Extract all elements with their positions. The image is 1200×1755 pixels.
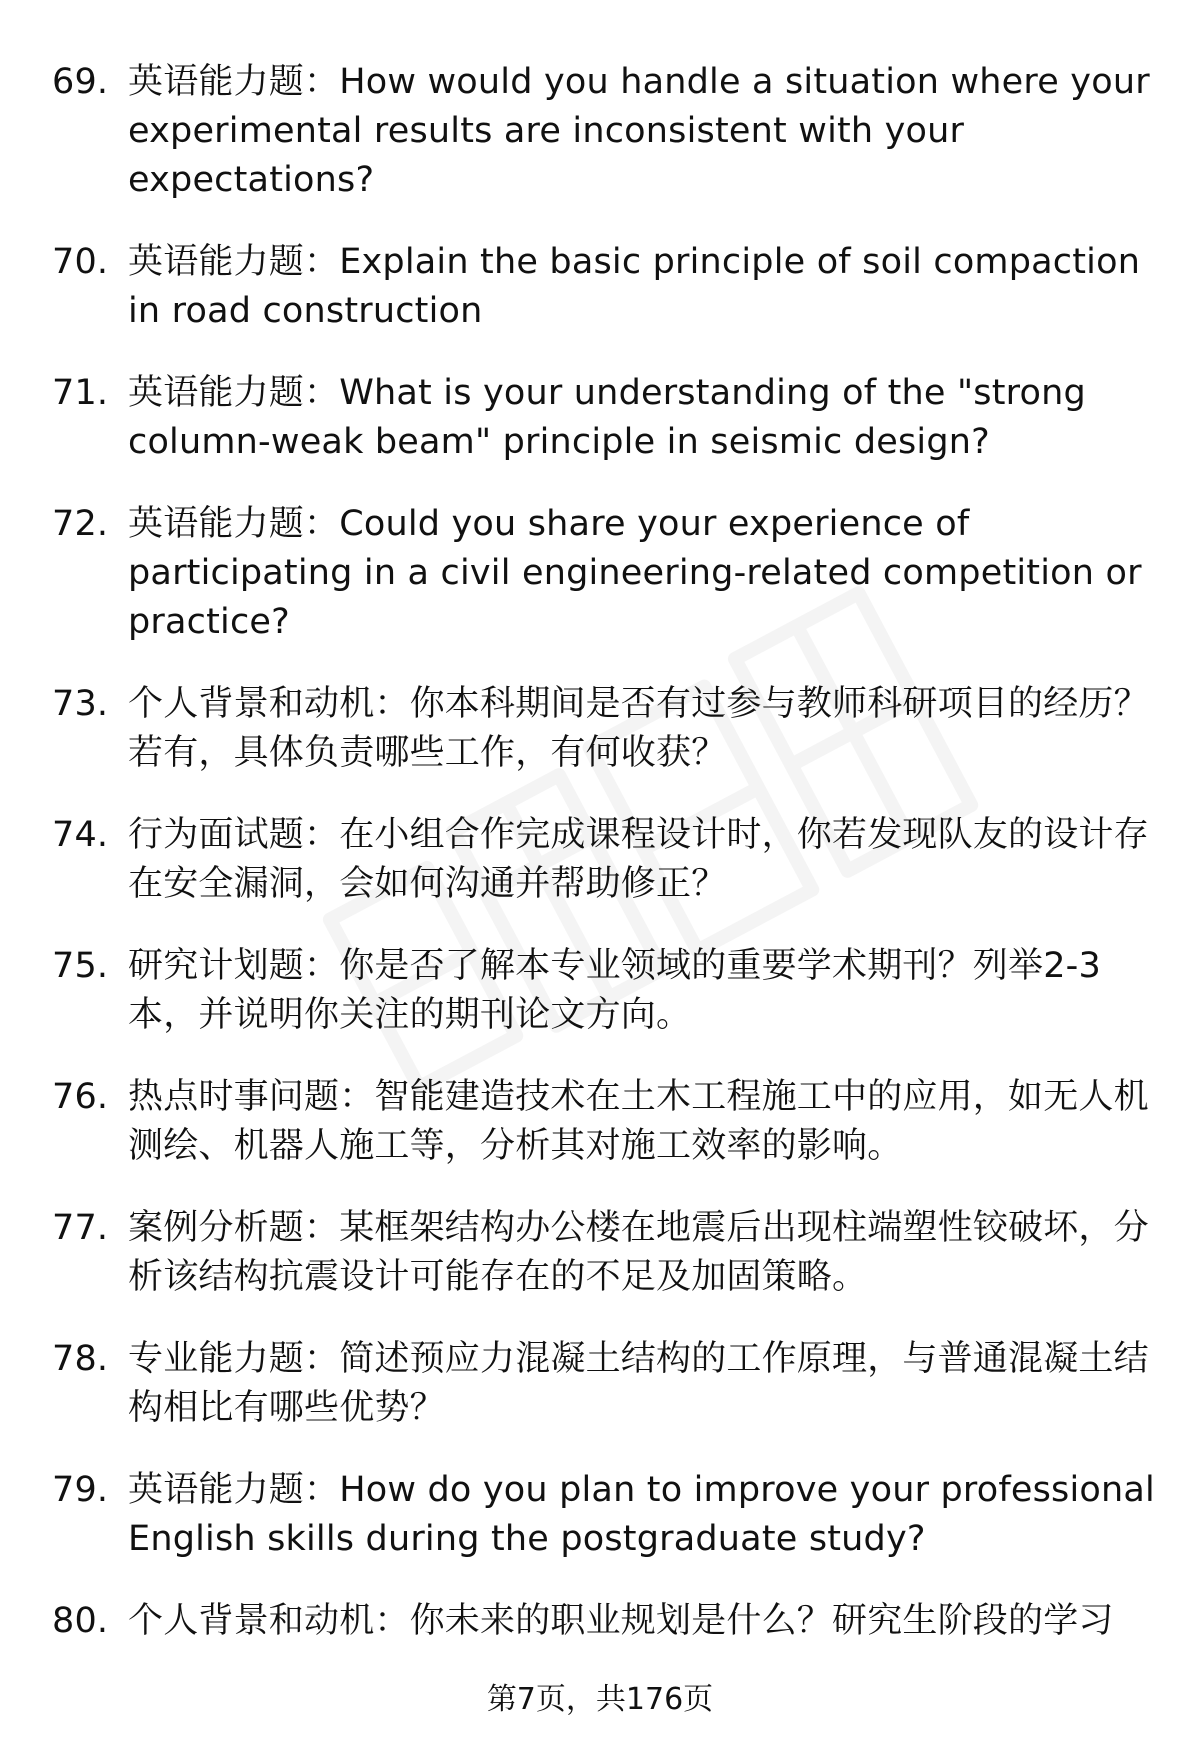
question-category: 个人背景和动机： [128, 684, 410, 724]
question-number: 75. [52, 946, 109, 986]
question-list [52, 58, 1162, 1646]
question-category: 英语能力题： [128, 373, 340, 413]
question-item [52, 369, 1162, 467]
question-number: 74. [52, 815, 109, 855]
question-text: 在小组合作完成课程设计时，你若发现队友的设计存在安全漏洞，会如何沟通并帮助修正？ [128, 815, 1149, 904]
page-number-label: 第7页，共176页 [486, 1682, 714, 1717]
question-category: 研究计划题： [128, 946, 340, 986]
question-category: 行为面试题： [128, 815, 340, 855]
question-item [52, 680, 1162, 778]
question-item [52, 1204, 1162, 1302]
question-text: 你是否了解本专业领域的重要学术期刊？列举2-3本，并说明你关注的期刊论文方向。 [128, 946, 1101, 1035]
question-category: 英语能力题： [128, 242, 340, 282]
page-footer [0, 1680, 1200, 1720]
question-item [52, 58, 1162, 205]
question-text: 智能建造技术在土木工程施工中的应用，如无人机测绘、机器人施工等，分析其对施工效率的影响。 [128, 1077, 1149, 1166]
question-number: 79. [52, 1470, 109, 1510]
question-text: Explain the basic principle of soil compaction in road construction [128, 242, 1141, 331]
question-item [52, 238, 1162, 336]
question-number: 80. [52, 1601, 109, 1641]
question-item [52, 1335, 1162, 1433]
question-text: Could you share your experience of participating in a civil engineering-related competition or practice? [128, 504, 1142, 642]
question-item [52, 942, 1162, 1040]
question-category: 热点时事问题： [128, 1077, 375, 1117]
question-item [52, 1466, 1162, 1564]
question-number: 76. [52, 1077, 109, 1117]
question-number: 72. [52, 504, 109, 544]
question-category: 专业能力题： [128, 1339, 340, 1379]
question-category: 英语能力题： [128, 62, 340, 102]
question-number: 70. [52, 242, 109, 282]
question-text: 某框架结构办公楼在地震后出现柱端塑性铰破坏，分析该结构抗震设计可能存在的不足及加固策略。 [128, 1208, 1149, 1297]
question-category: 个人背景和动机： [128, 1601, 410, 1641]
question-item [52, 1597, 1162, 1646]
question-category: 英语能力题： [128, 1470, 340, 1510]
question-item [52, 1073, 1162, 1171]
question-number: 69. [52, 62, 109, 102]
question-category: 案例分析题： [128, 1208, 340, 1248]
question-text: 你本科期间是否有过参与教师科研项目的经历？若有，具体负责哪些工作，有何收获？ [128, 684, 1149, 773]
question-number: 73. [52, 684, 109, 724]
question-text: How would you handle a situation where your experimental results are inconsistent with your expectations? [128, 62, 1150, 200]
question-number: 77. [52, 1208, 109, 1248]
question-item [52, 811, 1162, 909]
question-number: 71. [52, 373, 109, 413]
question-number: 78. [52, 1339, 109, 1379]
question-text: How do you plan to improve your professional English skills during the postgraduate study? [128, 1470, 1155, 1559]
question-text: 你未来的职业规划是什么？研究生阶段的学习 [409, 1601, 1114, 1641]
question-text: What is your understanding of the "strong column-weak beam" principle in seismic design? [128, 373, 1086, 462]
question-item [52, 500, 1162, 647]
question-category: 英语能力题： [128, 504, 340, 544]
question-text: 简述预应力混凝土结构的工作原理，与普通混凝土结构相比有哪些优势？ [128, 1339, 1149, 1428]
